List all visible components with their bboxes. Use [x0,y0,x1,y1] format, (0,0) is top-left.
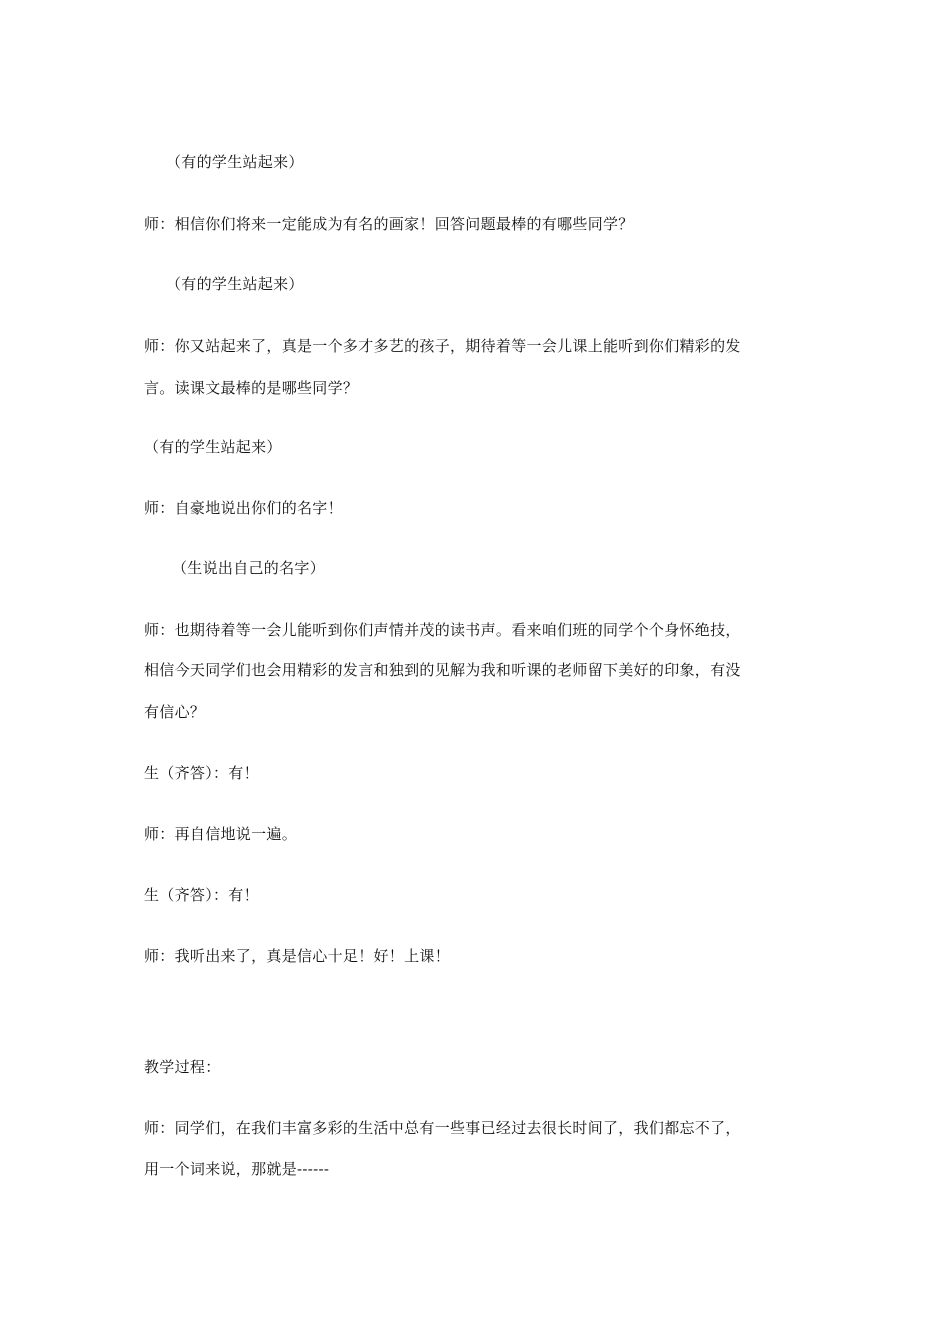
dialogue-line-continued: 相信今天同学们也会用精彩的发言和独到的见解为我和听课的老师留下美好的印象，有没 [144,661,741,679]
dialogue-line: 师：我听出来了，真是信心十足！好！上课！ [144,947,451,965]
dialogue-line: 师：也期待着等一会儿能听到你们声情并茂的读书声。看来咱们班的同学个个身怀绝技， [144,621,741,639]
dialogue-line: 师：相信你们将来一定能成为有名的画家！回答问题最棒的有哪些同学？ [144,215,634,233]
dialogue-line: 生（齐答）：有！ [144,764,259,782]
dialogue-line: 师：自豪地说出你们的名字！ [144,499,343,517]
section-heading: 教学过程： [144,1058,221,1076]
stage-direction: （生说出自己的名字） [172,559,326,577]
dialogue-line-continued: 言。读课文最棒的是哪些同学？ [144,379,359,397]
stage-direction: （有的学生站起来） [144,438,282,456]
dialogue-line: 师：再自信地说一遍。 [144,825,298,843]
stage-direction: （有的学生站起来） [166,275,304,293]
dialogue-line-continued: 有信心？ [144,703,206,721]
dialogue-line: 师：同学们，在我们丰富多彩的生活中总有一些事已经过去很长时间了，我们都忘不了， [144,1119,741,1137]
dialogue-line: 师：你又站起来了，真是一个多才多艺的孩子，期待着等一会儿课上能听到你们精彩的发 [144,337,741,355]
dialogue-line: 生（齐答）：有！ [144,886,259,904]
dialogue-line-continued: 用一个词来说，那就是------ [144,1160,330,1178]
stage-direction: （有的学生站起来） [166,153,304,171]
